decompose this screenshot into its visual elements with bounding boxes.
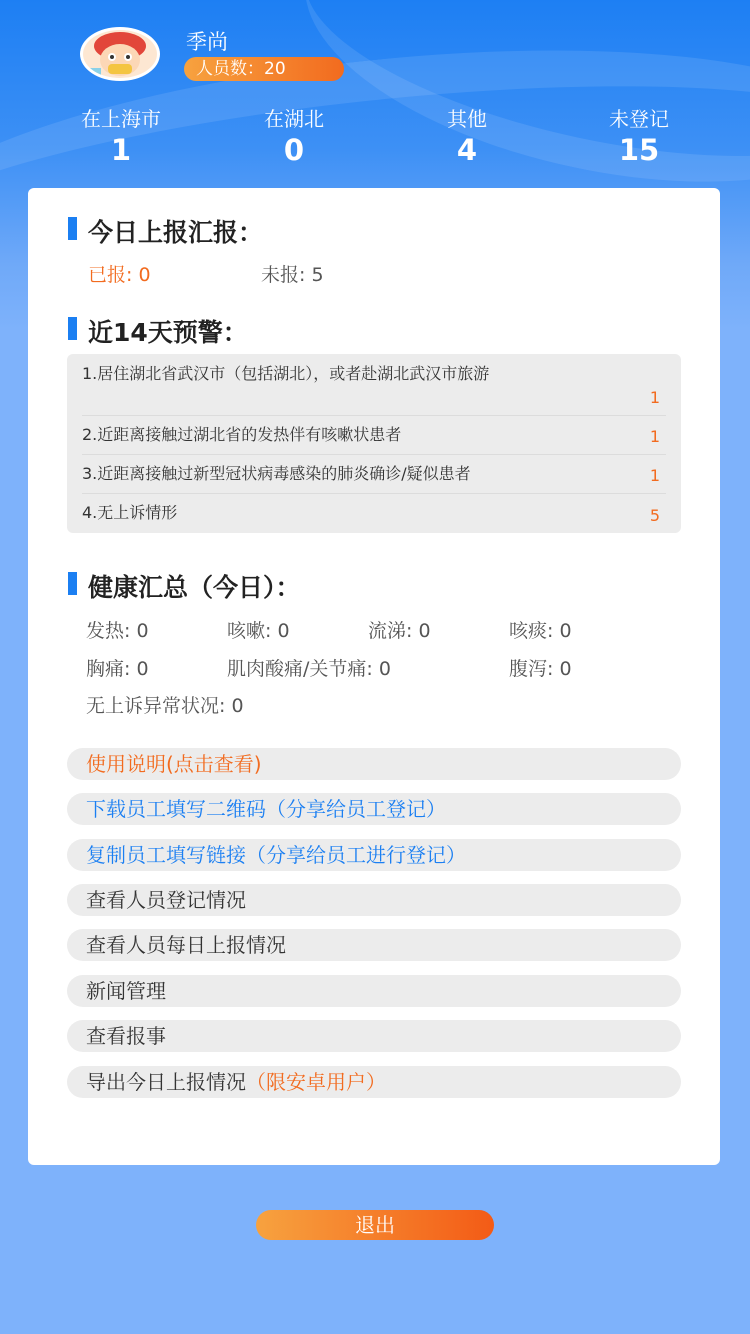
warning-item-count: 5 [649,506,660,525]
avatar-cartoon-icon [83,30,157,78]
logout-button[interactable]: 退出 [256,1210,494,1240]
health-item-muscle-pain: 肌肉酸痛/关节痛: 0 [227,658,391,680]
stat-hubei[interactable] [224,103,364,167]
stat-shanghai[interactable] [51,103,191,167]
stat-value: 4 [456,133,478,167]
unreported-count[interactable]: 未报: 5 [261,264,324,286]
view-daily-report-button[interactable]: 查看人员每日上报情况 [67,929,681,961]
health-item-diarrhea: 腹泻: 0 [509,658,572,680]
avatar[interactable] [80,27,160,81]
warning-item-text: 2.近距离接触过湖北省的发热伴有咳嗽状患者 [82,425,402,444]
stat-value: 1 [110,133,132,167]
user-name: 季尚 [186,30,228,54]
summary-card [28,188,720,1165]
health-item-runny-nose: 流涕: 0 [368,620,431,642]
stat-other[interactable] [397,103,537,167]
warning-item-text: 1.居住湖北省武汉市（包括湖北），或者赴湖北武汉市旅游 [82,364,490,383]
stat-label: 在湖北 [264,107,324,131]
health-item-fever: 发热: 0 [86,620,149,642]
health-item-phlegm: 咳痰: 0 [509,620,572,642]
warning-item-count: 1 [649,388,660,407]
warning-item-text: 4.无上诉情形 [82,503,178,522]
warning-item-count: 1 [649,466,660,485]
warning-item-text: 3.近距离接触过新型冠状病毒感染的肺炎确诊/疑似患者 [82,464,471,483]
stat-label: 未登记 [609,107,669,131]
export-today-button[interactable] [67,1066,681,1098]
stat-label: 在上海市 [81,107,161,131]
copy-link-button[interactable]: 复制员工填写链接（分享给员工进行登记） [67,839,681,871]
health-item-chest-pain: 胸痛: 0 [86,658,149,680]
health-item-no-abnormal: 无上诉异常状况: 0 [86,695,244,717]
warning-title: 近14天预警： [68,313,248,349]
news-management-button[interactable]: 新闻管理 [67,975,681,1007]
export-note: （限安卓用户） [246,1070,386,1094]
warning-list [67,354,681,533]
stat-unregistered[interactable] [569,103,709,167]
health-item-cough: 咳嗽: 0 [227,620,290,642]
warning-item[interactable] [82,455,666,494]
warning-item-count: 1 [649,427,660,446]
warning-item[interactable] [82,354,666,416]
member-count-badge: 人员数：20 [184,57,344,81]
stat-value: 0 [283,133,305,167]
download-qr-button[interactable]: 下载员工填写二维码（分享给员工登记） [67,793,681,825]
instructions-button[interactable]: 使用说明(点击查看) [67,748,681,780]
view-reports-button[interactable]: 查看报事 [67,1020,681,1052]
reported-count[interactable]: 已报: 0 [88,264,151,286]
warning-item[interactable] [82,416,666,455]
today-report-title: 今日上报汇报： [68,213,263,249]
export-today-label: 导出今日上报情况 [86,1070,246,1094]
stat-label: 其他 [447,107,487,131]
view-registration-button[interactable]: 查看人员登记情况 [67,884,681,916]
health-summary-title: 健康汇总（今日）： [68,568,301,604]
stat-value: 15 [618,133,660,167]
warning-item[interactable] [82,494,666,533]
